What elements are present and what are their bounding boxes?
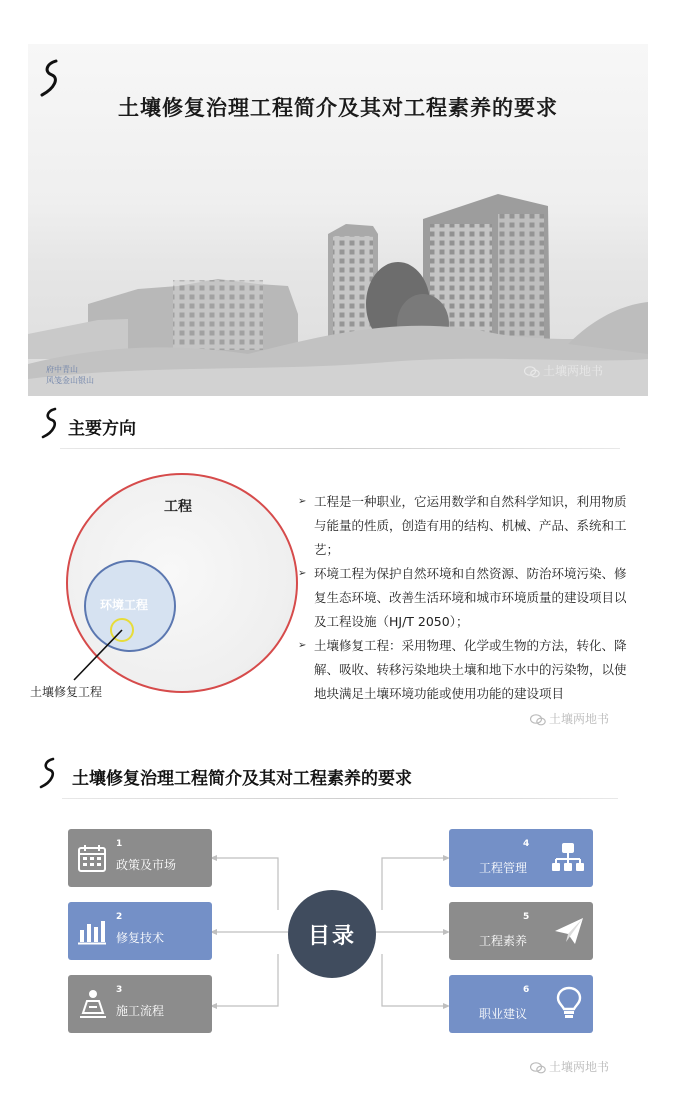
item-label: 工程管理 bbox=[479, 861, 528, 875]
list-item-text: 土壤修复工程：采用物理、化学或生物的方法，转化、降解、吸收、转移污染地块土壤和地下水中的污染物，以使地块满足土壤环境功能或使用功能的建设项目 bbox=[314, 638, 627, 701]
lightbulb-icon bbox=[555, 985, 583, 1021]
chat-bubble-icon bbox=[530, 1062, 546, 1074]
bullet-arrow-icon: ➢ bbox=[298, 568, 307, 579]
item-label: 工程素养 bbox=[479, 934, 528, 948]
stamp-text bbox=[46, 364, 94, 386]
paper-plane-icon bbox=[553, 915, 585, 947]
item-number: 6 bbox=[523, 985, 530, 995]
watermark bbox=[524, 362, 603, 379]
banner-title: 土壤修复治理工程简介及其对工程素养的要求 bbox=[118, 96, 558, 120]
section-heading: 主要方向 bbox=[68, 419, 136, 439]
list-item-text: 工程是一种职业，它运用数学和自然科学知识，利用物质与能量的性质，创造有用的结构、机械、产品、系统和工艺； bbox=[314, 494, 627, 557]
watermark bbox=[530, 1058, 609, 1075]
directory-item-project-management[interactable] bbox=[449, 829, 593, 887]
brand-logo-icon bbox=[38, 756, 60, 790]
stamp-line-1: 府中青山 bbox=[46, 365, 78, 374]
venn-inner-label: 环境工程 bbox=[100, 598, 149, 612]
title-banner bbox=[28, 44, 648, 396]
watermark-text: 土壤两地书 bbox=[549, 712, 610, 726]
construction-icon bbox=[77, 987, 109, 1019]
venn-core-label: 土壤修复工程 bbox=[30, 685, 103, 699]
list-item bbox=[296, 562, 636, 634]
directory-item-policy-market[interactable] bbox=[68, 829, 212, 887]
calendar-icon bbox=[77, 843, 107, 873]
divider bbox=[60, 448, 620, 449]
item-number: 5 bbox=[523, 912, 530, 922]
bullet-arrow-icon: ➢ bbox=[298, 640, 307, 651]
item-label: 政策及市场 bbox=[116, 858, 177, 872]
pointer-arrow bbox=[60, 628, 130, 688]
org-chart-icon bbox=[551, 841, 585, 875]
chat-bubble-icon bbox=[530, 714, 546, 726]
item-number: 1 bbox=[116, 839, 123, 849]
watermark-text: 土壤两地书 bbox=[549, 1060, 610, 1074]
directory-item-construction-process[interactable] bbox=[68, 975, 212, 1033]
bullet-arrow-icon: ➢ bbox=[298, 496, 307, 507]
definition-list bbox=[296, 490, 636, 706]
directory-center: 目录 bbox=[288, 890, 376, 978]
watermark-text: 土壤两地书 bbox=[543, 364, 604, 378]
section-heading: 土壤修复治理工程简介及其对工程素养的要求 bbox=[72, 769, 412, 789]
item-number: 3 bbox=[116, 985, 123, 995]
list-item-text: 环境工程为保护自然环境和自然资源、防治环境污染、修复生态环境、改善生活环境和城市环境质量的建设项目以及工程设施（HJ/T 2050）； bbox=[314, 566, 627, 629]
bar-chart-icon bbox=[77, 916, 107, 946]
directory-item-remediation-tech[interactable] bbox=[68, 902, 212, 960]
item-label: 职业建议 bbox=[479, 1007, 528, 1021]
venn-outer-label: 工程 bbox=[164, 499, 192, 515]
item-label: 施工流程 bbox=[116, 1004, 165, 1018]
item-number: 4 bbox=[523, 839, 530, 849]
divider bbox=[62, 798, 618, 799]
directory-item-career-advice[interactable] bbox=[449, 975, 593, 1033]
directory-item-engineering-literacy[interactable] bbox=[449, 902, 593, 960]
brand-logo-icon bbox=[40, 406, 62, 440]
item-number: 2 bbox=[116, 912, 123, 922]
list-item bbox=[296, 490, 636, 562]
stamp-line-2: 风笺金山银山 bbox=[46, 376, 94, 385]
watermark bbox=[530, 710, 609, 727]
item-label: 修复技术 bbox=[116, 931, 165, 945]
chat-bubble-icon bbox=[524, 366, 540, 378]
list-item bbox=[296, 634, 636, 706]
